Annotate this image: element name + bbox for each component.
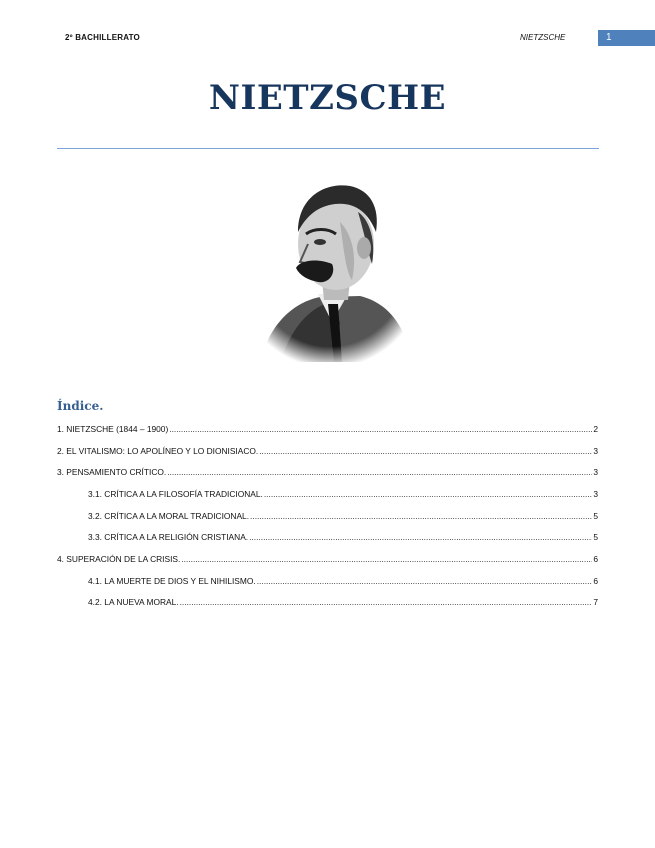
toc-entry-1[interactable] (57, 424, 598, 434)
toc-entry-4-1[interactable] (88, 576, 598, 586)
toc-entry-4[interactable] (57, 554, 598, 564)
document-title: NIETZSCHE (208, 78, 447, 118)
toc-entry-page: 5 (593, 532, 598, 542)
page-header-left: 2º BACHILLERATO (65, 33, 140, 42)
toc-entry-3[interactable] (57, 467, 598, 477)
toc-entry-page: 5 (593, 511, 598, 521)
toc-entry-label: 3.2. CRÍTICA A LA MORAL TRADICIONAL. (88, 511, 250, 521)
toc-entry-label: 4. SUPERACIÓN DE LA CRISIS. (57, 554, 181, 564)
nietzsche-portrait-icon (240, 172, 420, 368)
toc-leader (169, 424, 592, 434)
toc-entry-page: 6 (593, 554, 598, 564)
toc-entry-label: 1. NIETZSCHE (1844 – 1900) (57, 424, 169, 434)
toc-entry-page: 3 (593, 467, 598, 477)
toc-entry-label: 3. PENSAMIENTO CRÍTICO. (57, 467, 167, 477)
page-number: 1 (606, 32, 612, 43)
page-header-right: NIETZSCHE (520, 33, 566, 42)
toc-leader (264, 489, 592, 499)
toc-leader (259, 446, 592, 456)
toc-entry-label: 3.1. CRÍTICA A LA FILOSOFÍA TRADICIONAL. (88, 489, 263, 499)
toc-entry-page: 2 (593, 424, 598, 434)
toc-entry-2[interactable] (57, 446, 598, 456)
toc-entry-page: 3 (593, 446, 598, 456)
toc-leader (250, 511, 592, 521)
toc-entry-page: 3 (593, 489, 598, 499)
toc-entry-3-3[interactable] (88, 532, 598, 542)
toc-entry-3-1[interactable] (88, 489, 598, 499)
toc-heading: Índice. (57, 399, 104, 413)
toc-entry-label: 4.1. LA MUERTE DE DIOS Y EL NIHILISMO. (88, 576, 256, 586)
toc-entry-label: 4.2. LA NUEVA MORAL. (88, 597, 179, 607)
toc-entry-label: 3.3. CRÍTICA A LA RELIGIÓN CRISTIANA. (88, 532, 249, 542)
toc-entry-page: 6 (593, 576, 598, 586)
page-number-box (598, 30, 655, 46)
toc-leader (249, 532, 592, 542)
toc-entry-page: 7 (593, 597, 598, 607)
toc-leader (181, 554, 592, 564)
toc-entry-3-2[interactable] (88, 511, 598, 521)
toc-entry-label: 2. EL VITALISMO: LO APOLÍNEO Y LO DIONISIACO. (57, 446, 259, 456)
toc-leader (167, 467, 592, 477)
toc-leader (180, 597, 593, 607)
toc-entry-4-2[interactable] (88, 597, 598, 607)
title-rule (57, 148, 599, 149)
toc-leader (257, 576, 593, 586)
